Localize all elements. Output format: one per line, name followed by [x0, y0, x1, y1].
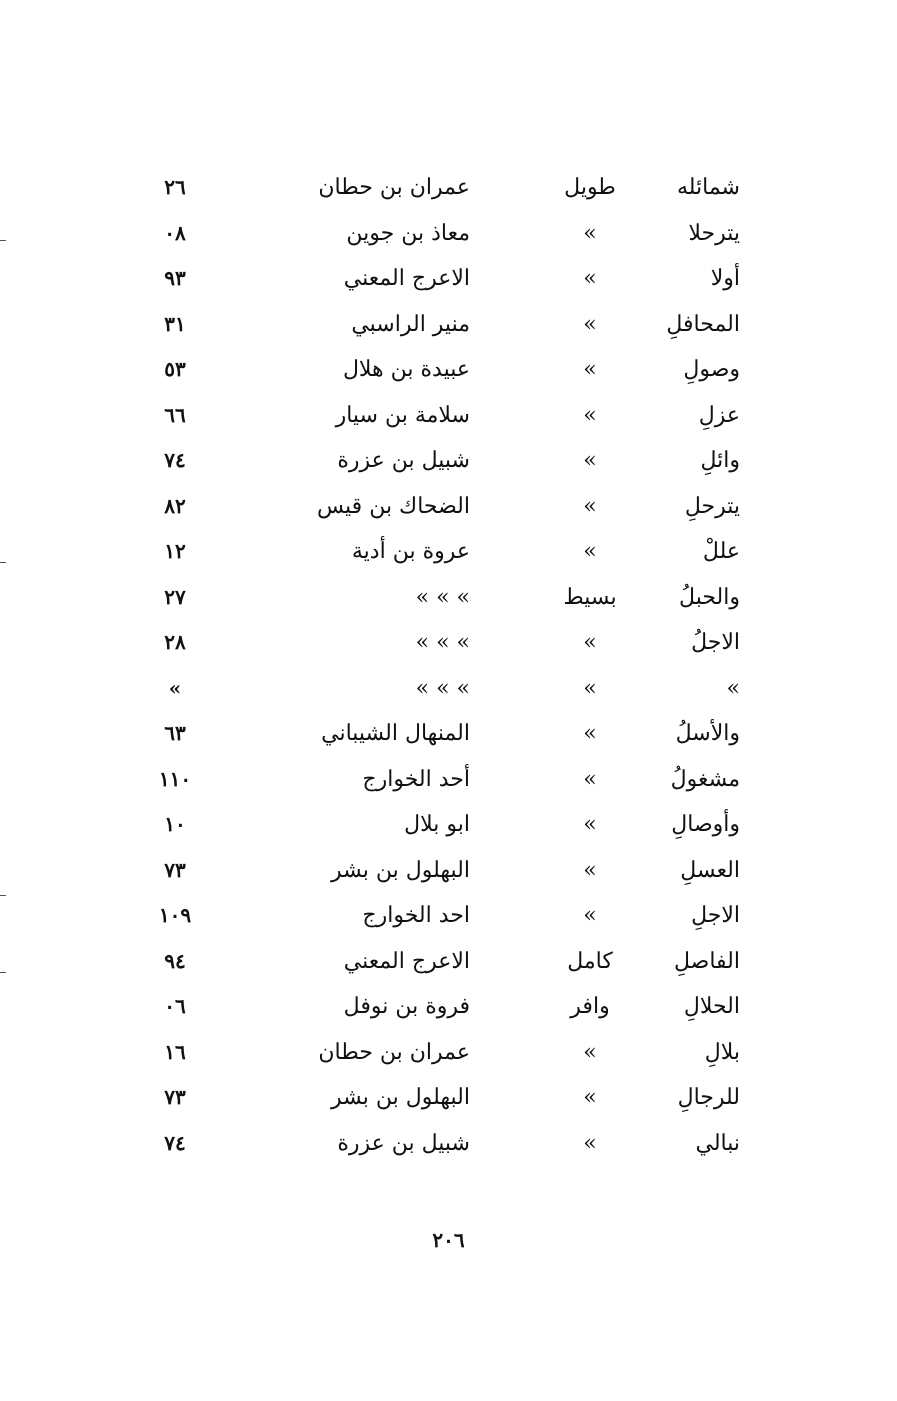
- index-row: [140, 848, 750, 894]
- meter-cell: »: [583, 357, 597, 382]
- rhyme-cell: يترحلِ: [684, 493, 740, 519]
- poet-cell: عمران بن حطان: [318, 1039, 470, 1065]
- poet-cell: البهلول بن بشر: [331, 1085, 470, 1110]
- poet-cell: » » »: [415, 675, 470, 701]
- meter-cell: »: [583, 311, 597, 337]
- index-row: [140, 1030, 750, 1076]
- rhyme-cell: يترحلا: [688, 220, 740, 246]
- index-row: [140, 711, 750, 757]
- index-row: [140, 347, 750, 393]
- index-row: [140, 802, 750, 848]
- rhyme-cell: عللْ: [702, 539, 740, 564]
- page-ref-cell: ١٢: [164, 539, 186, 563]
- meter-cell: »: [583, 448, 597, 473]
- poet-cell: منير الراسبي: [351, 311, 470, 337]
- rhyme-cell: الحلالِ: [683, 994, 740, 1019]
- poet-cell: الاعرج المعني: [343, 266, 470, 291]
- meter-cell: »: [583, 266, 597, 291]
- meter-cell: »: [583, 402, 597, 428]
- page-ref-cell: ٩٤: [164, 948, 186, 973]
- meter-cell: »: [583, 630, 597, 655]
- page-ref-cell: ٠٨: [164, 220, 186, 245]
- poet-cell: شبيل بن عزرة: [337, 448, 470, 473]
- index-row: [140, 165, 750, 211]
- page-ref-cell: ٧٤: [164, 1130, 186, 1155]
- page-ref-cell: ١٦: [164, 1039, 186, 1064]
- rhyme-cell: عزلِ: [698, 402, 740, 428]
- page-ref-cell: ٢٦: [164, 175, 186, 199]
- poet-cell: ابو بلال: [404, 812, 470, 837]
- rhyme-cell: وائلِ: [700, 448, 740, 473]
- index-row: [140, 484, 750, 530]
- rhyme-cell: الفاصلِ: [674, 948, 740, 974]
- rhyme-cell: المحافلِ: [666, 311, 740, 337]
- rhyme-cell: وأوصالِ: [671, 812, 740, 837]
- page-ref-cell: ٥٣: [164, 357, 186, 381]
- poet-cell: » » »: [415, 584, 470, 610]
- rhyme-cell: بلالِ: [704, 1039, 740, 1065]
- meter-cell: »: [583, 903, 597, 928]
- index-row: [140, 256, 750, 302]
- verse-index-table: [140, 165, 750, 1166]
- rhyme-cell: العسلِ: [680, 857, 740, 883]
- index-row: [140, 575, 750, 621]
- rhyme-cell: للرجالِ: [677, 1085, 740, 1110]
- rhyme-cell: والأسلُ: [675, 721, 740, 746]
- page-ref-cell: ٠٦: [164, 994, 186, 1018]
- meter-cell: بسيط: [563, 584, 617, 610]
- page-ref-cell: ٢٨: [164, 630, 186, 654]
- poet-cell: سلامة بن سيار: [335, 402, 470, 428]
- index-row: [140, 893, 750, 939]
- rhyme-cell: نبالي: [695, 1130, 740, 1156]
- poet-cell: فروة بن نوفل: [343, 994, 470, 1019]
- rhyme-cell: الاجلِ: [691, 903, 740, 928]
- rhyme-cell: مشغولُ: [670, 766, 740, 792]
- meter-cell: »: [583, 493, 597, 519]
- index-row: [140, 757, 750, 803]
- rhyme-cell: الاجلُ: [691, 630, 740, 655]
- scan-edge-mark: [0, 972, 6, 973]
- rhyme-cell: أولا: [710, 266, 740, 291]
- poet-cell: المنهال الشيباني: [321, 721, 470, 746]
- meter-cell: »: [583, 1039, 597, 1065]
- page-ref-cell: ٩٣: [164, 266, 186, 290]
- page-ref-cell: »: [168, 675, 182, 700]
- index-row: [140, 302, 750, 348]
- meter-cell: »: [583, 1130, 597, 1156]
- index-row: [140, 529, 750, 575]
- rhyme-cell: شمائله: [676, 175, 740, 200]
- index-row: [140, 666, 750, 712]
- index-row: [140, 438, 750, 484]
- page-ref-cell: ٦٦: [164, 402, 186, 427]
- index-row: [140, 984, 750, 1030]
- page-ref-cell: ٦٣: [164, 721, 186, 745]
- rhyme-cell: »: [726, 675, 740, 701]
- page-ref-cell: ١١٠: [158, 766, 192, 791]
- page-ref-cell: ١٠: [164, 812, 186, 836]
- meter-cell: »: [583, 812, 597, 837]
- page-ref-cell: ٧٣: [164, 1085, 186, 1109]
- page-ref-cell: ٨٢: [164, 493, 186, 518]
- poet-cell: » » »: [415, 630, 470, 655]
- scan-edge-mark: [0, 895, 6, 896]
- index-row: [140, 211, 750, 257]
- page-ref-cell: ١٠٩: [158, 903, 192, 927]
- index-row: [140, 1121, 750, 1167]
- poet-cell: عروة بن أدية: [351, 539, 470, 564]
- meter-cell: طويل: [564, 175, 616, 200]
- meter-cell: »: [583, 721, 597, 746]
- meter-cell: »: [583, 539, 597, 564]
- poet-cell: البهلول بن بشر: [331, 857, 470, 883]
- poet-cell: أحد الخوارج: [362, 766, 470, 792]
- page-number: ٢٠٦: [432, 1228, 465, 1252]
- meter-cell: »: [583, 766, 597, 792]
- page-ref-cell: ٣١: [164, 311, 186, 336]
- page-ref-cell: ٧٣: [164, 857, 186, 882]
- meter-cell: »: [583, 1085, 597, 1110]
- poet-cell: شبيل بن عزرة: [337, 1130, 470, 1156]
- meter-cell: وافر: [570, 994, 610, 1019]
- page-ref-cell: ٢٧: [164, 584, 186, 609]
- meter-cell: »: [583, 220, 597, 246]
- index-row: [140, 620, 750, 666]
- scan-edge-mark: [0, 240, 6, 241]
- poet-cell: عمران بن حطان: [318, 175, 470, 200]
- scan-edge-mark: [0, 562, 6, 563]
- poet-cell: الضحاك بن قيس: [317, 493, 470, 519]
- meter-cell: »: [583, 675, 597, 701]
- index-row: [140, 393, 750, 439]
- rhyme-cell: والحبلُ: [679, 584, 740, 610]
- poet-cell: احد الخوارج: [362, 903, 470, 928]
- page-ref-cell: ٧٤: [164, 448, 186, 472]
- index-row: [140, 1075, 750, 1121]
- meter-cell: كامل: [567, 948, 613, 974]
- poet-cell: معاذ بن جوين: [346, 220, 470, 246]
- index-row: [140, 939, 750, 985]
- poet-cell: الاعرج المعني: [343, 948, 470, 974]
- poet-cell: عبيدة بن هلال: [342, 357, 470, 382]
- rhyme-cell: وصولِ: [683, 357, 740, 382]
- meter-cell: »: [583, 857, 597, 883]
